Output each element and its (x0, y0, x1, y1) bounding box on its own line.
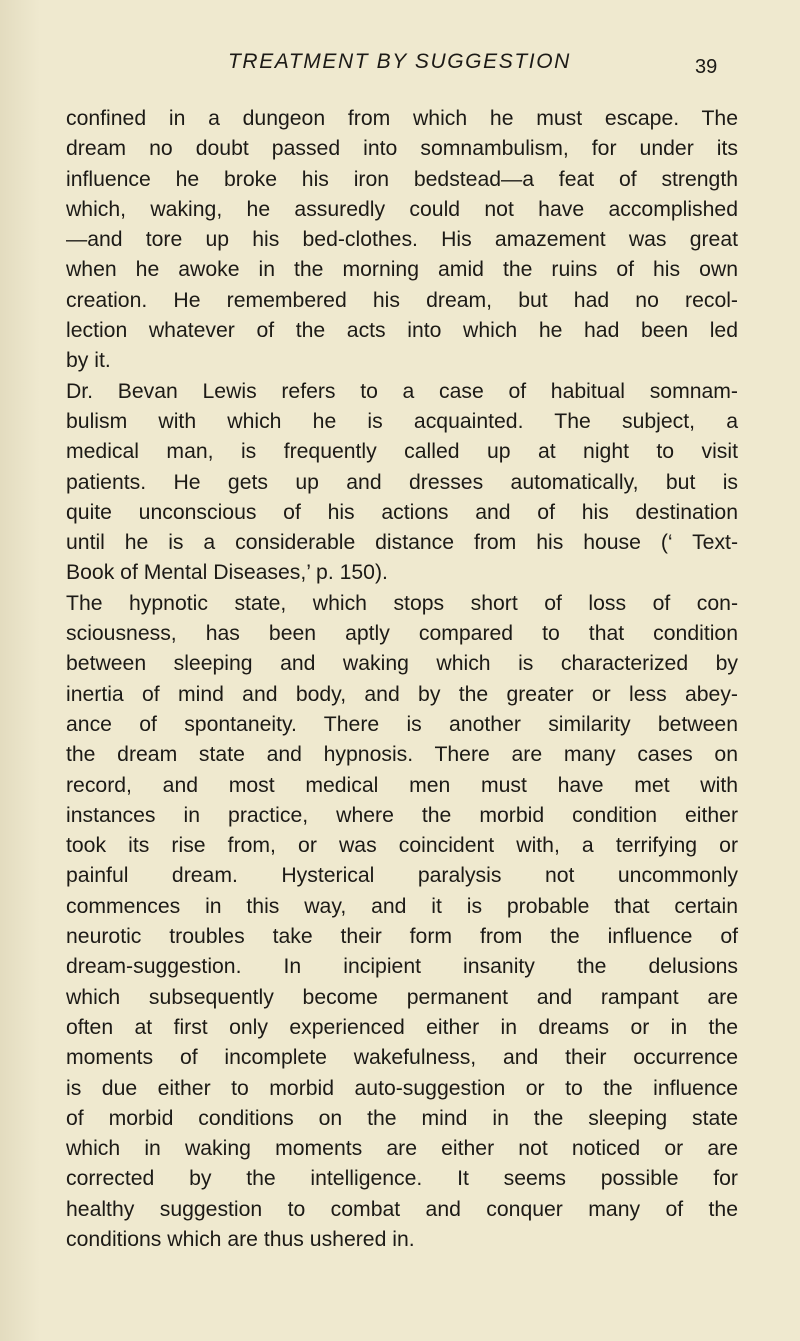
text-line: which subsequently become permanent and rampant are (66, 985, 738, 1009)
text-line: corrected by the intelligence. It seems possible for (66, 1167, 738, 1191)
text-line: sciousness, has been aptly compared to that condition (66, 622, 738, 646)
text-line: neurotic troubles take their form from the influence of (66, 925, 738, 949)
text-line: painful dream. Hysterical paralysis not uncommonly (66, 864, 738, 888)
text-line: inertia of mind and body, and by the greater or less abey- (66, 682, 738, 706)
text-line: creation. He remembered his dream, but had no recol- (66, 288, 738, 312)
text-line: patients. He gets up and dresses automatically, but is (66, 470, 738, 494)
text-line: Book of Mental Diseases,’ p. 150). (66, 561, 388, 585)
text-line: lection whatever of the acts into which he had been led (66, 319, 738, 343)
text-line: conditions which are thus ushered in. (66, 1227, 415, 1251)
text-line: by it. (66, 349, 111, 373)
text-line: Dr. Bevan Lewis refers to a case of habitual somnam- (66, 379, 738, 403)
text-line: which in waking moments are either not noticed or are (66, 1137, 738, 1161)
text-line: bulism with which he is acquainted. The subject, a (66, 409, 738, 433)
text-line: influence he broke his iron bedstead—a feat of strength (66, 167, 738, 191)
text-line: record, and most medical men must have met with (66, 773, 738, 797)
text-line: often at first only experienced either in dreams or in the (66, 1015, 738, 1039)
text-line: commences in this way, and it is probable that certain (66, 894, 738, 918)
body-text (66, 104, 738, 1255)
text-line: moments of incomplete wakefulness, and their occurrence (66, 1046, 738, 1070)
text-line: confined in a dungeon from which he must escape. The (66, 107, 738, 130)
text-line: until he is a considerable distance from his house (‘ Text- (66, 531, 738, 555)
text-line: the dream state and hypnosis. There are many cases on (66, 743, 738, 767)
text-line: quite unconscious of his actions and of his destination (66, 500, 738, 524)
text-line: of morbid conditions on the mind in the sleeping state (66, 1106, 738, 1130)
text-line: —and tore up his bed-clothes. His amazement was great (66, 228, 738, 252)
running-title: TREATMENT BY SUGGESTION (228, 50, 571, 73)
text-line: when he awoke in the morning amid the ruins of his own (66, 258, 738, 282)
text-line: dream no doubt passed into somnambulism, for under its (66, 137, 738, 161)
page-number: 39 (695, 56, 718, 78)
text-line: between sleeping and waking which is characterized by (66, 652, 738, 676)
text-line: is due either to morbid auto-suggestion or to the influence (66, 1076, 738, 1100)
text-line: medical man, is frequently called up at night to visit (66, 440, 738, 464)
text-line: healthy suggestion to combat and conquer many of the (66, 1197, 738, 1221)
text-line: instances in practice, where the morbid condition either (66, 803, 738, 827)
text-line: The hypnotic state, which stops short of loss of con- (66, 591, 738, 615)
text-line: took its rise from, or was coincident with, a terrifying or (66, 834, 738, 858)
text-line: ance of spontaneity. There is another similarity between (66, 712, 738, 736)
running-head (0, 50, 800, 80)
text-line: dream-suggestion. In incipient insanity the delusions (66, 955, 738, 979)
text-line: which, waking, he assuredly could not have accomplished (66, 197, 738, 221)
